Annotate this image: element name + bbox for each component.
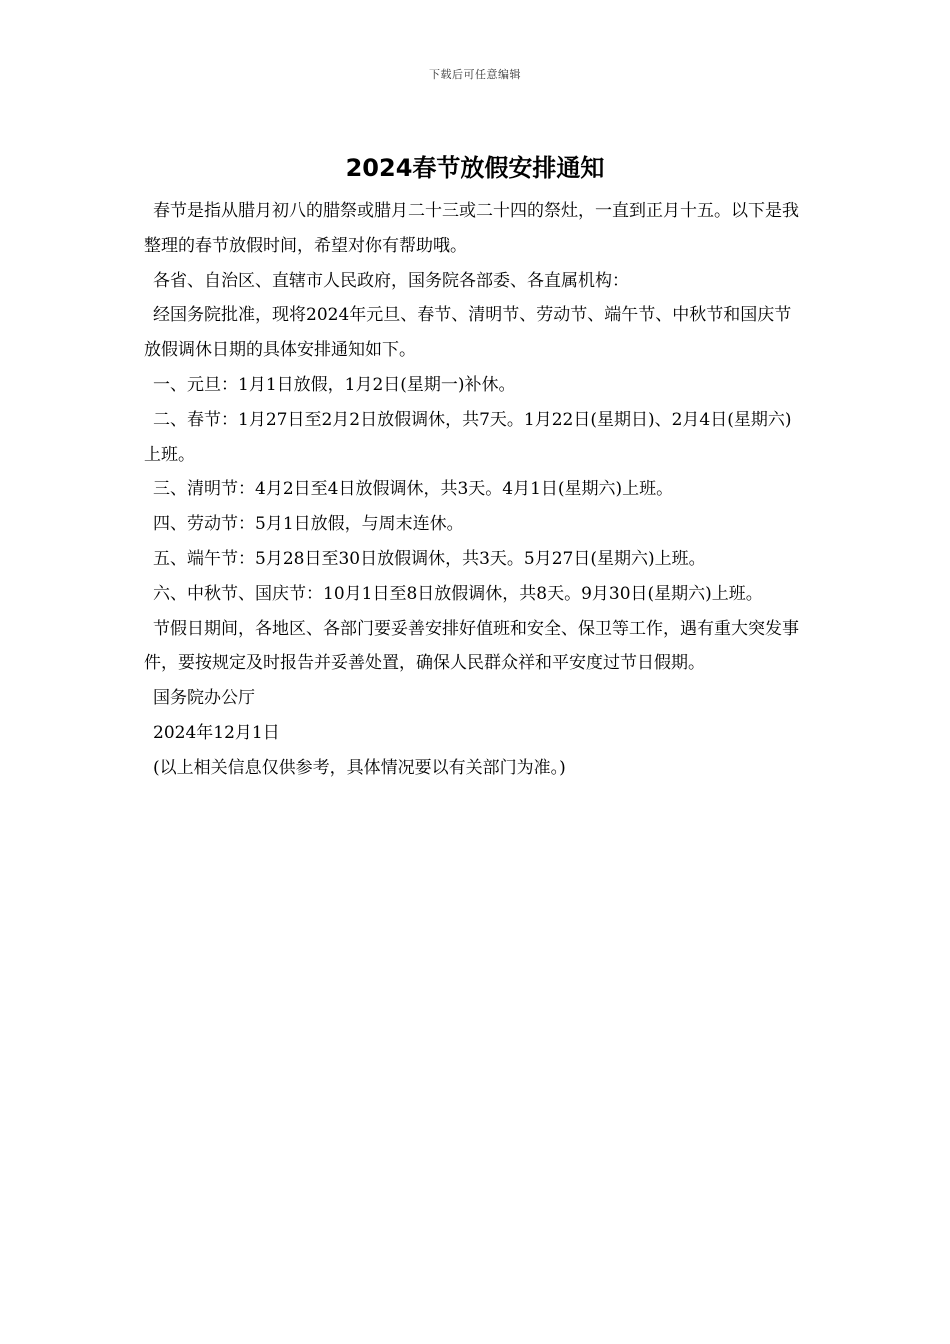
paragraph-issuer: 国务院办公厅 (153, 688, 255, 709)
notice-title: 2024春节放假安排通知 (345, 154, 605, 182)
paragraph-date: 2024年12月1日 (153, 722, 280, 743)
paragraph-addressee: 各省、自治区、直辖市人民政府，国务院各部委、各直属机构： (153, 270, 629, 291)
paragraph-spring-festival: 二、春节：1月27日至2月2日放假调休，共7天。1月22日(星期日)、2月4日(星期六)上班。 (144, 409, 792, 465)
header-note: 下载后可任意编辑 (429, 68, 521, 81)
paragraph-mid-autumn-national-day: 六、中秋节、国庆节：10月1日至8日放假调休，共8天。9月30日(星期六)上班。 (153, 583, 763, 604)
paragraph-new-year: 一、元旦：1月1日放假，1月2日(星期一)补休。 (153, 374, 516, 395)
paragraph-holiday-duty: 节假日期间，各地区、各部门要妥善安排好值班和安全、保卫等工作，遇有重大突发事件，要按规定及时报告并妥善处置，确保人民群众祥和平安度过节日假期。 (144, 618, 799, 674)
paragraph-labor-day: 四、劳动节：5月1日放假，与周末连休。 (153, 514, 464, 535)
paragraph-preamble: 经国务院批准，现将2024年元旦、春节、清明节、劳动节、端午节、中秋节和国庆节放假调休日期的具体安排通知如下。 (144, 305, 792, 361)
paragraph-intro: 春节是指从腊月初八的腊祭或腊月二十三或二十四的祭灶，一直到正月十五。以下是我整理的春节放假时间，希望对你有帮助哦。 (144, 201, 799, 256)
paragraph-qingming: 三、清明节：4月2日至4日放假调休，共3天。4月1日(星期六)上班。 (153, 479, 674, 500)
paragraph-dragon-boat: 五、端午节：5月28日至30日放假调休，共3天。5月27日(星期六)上班。 (153, 548, 706, 569)
notice-body (144, 194, 808, 786)
paragraph-disclaimer: (以上相关信息仅供参考，具体情况要以有关部门为准。) (153, 757, 566, 778)
